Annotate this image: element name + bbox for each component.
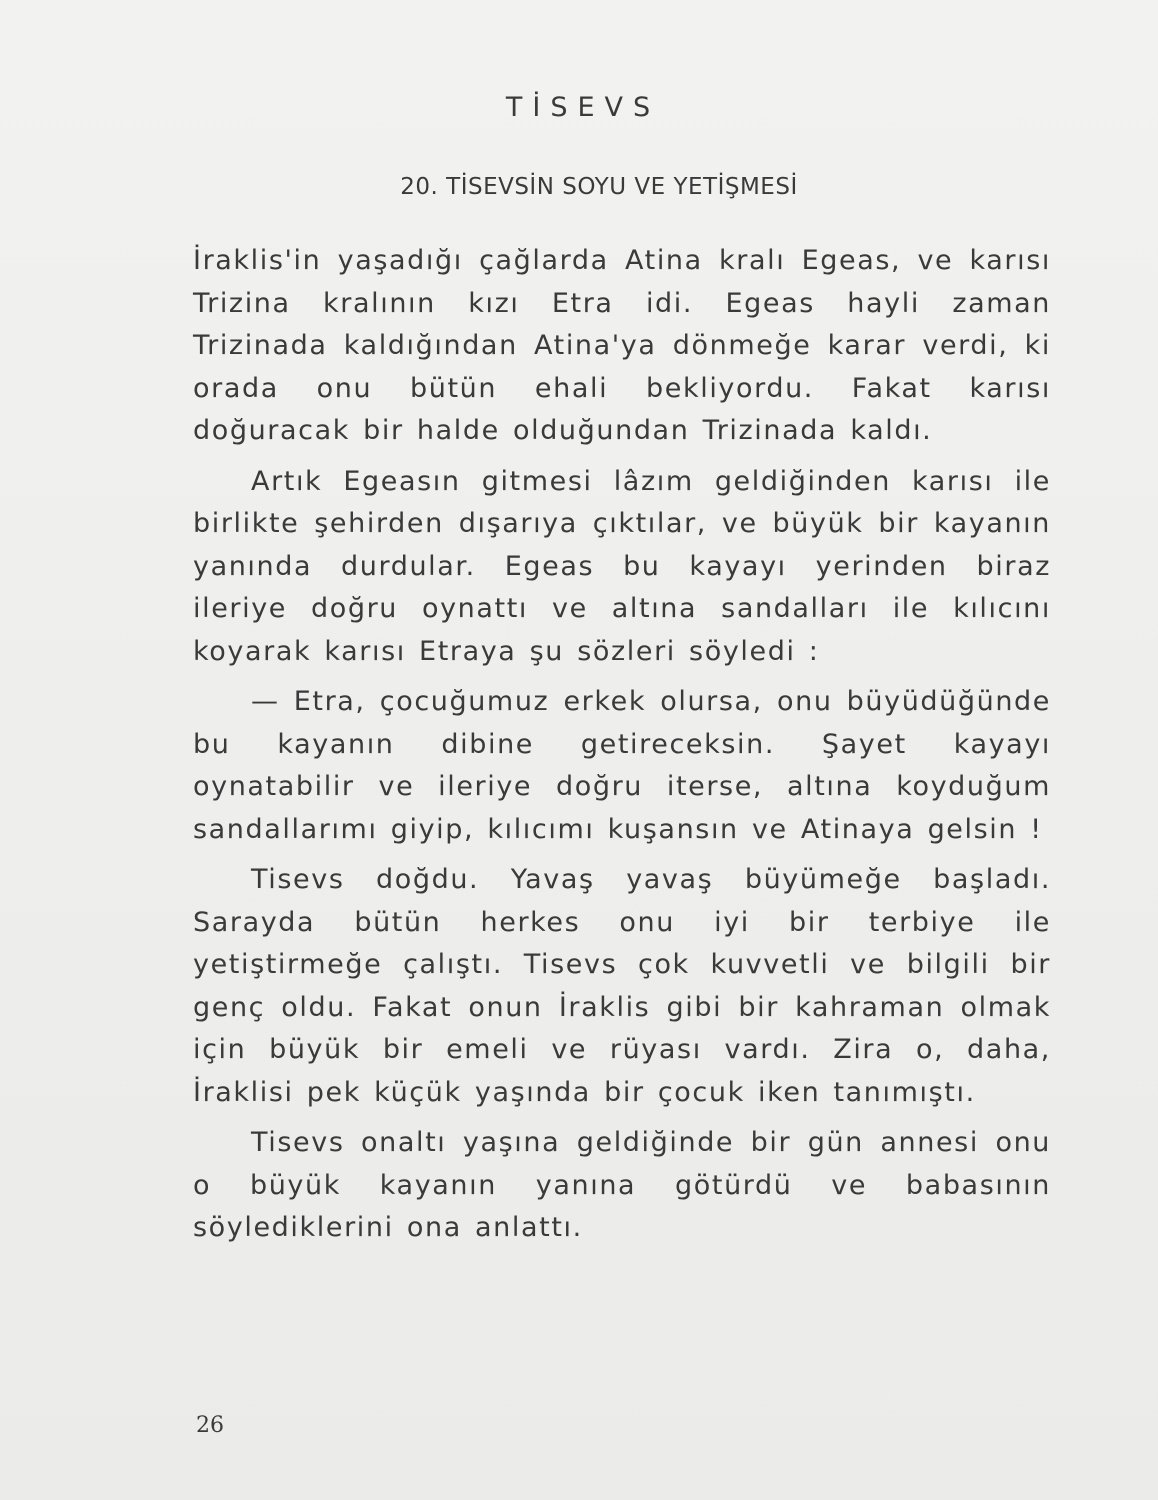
chapter-title: TİSEVS bbox=[505, 92, 661, 123]
page-number: 26 bbox=[196, 1413, 224, 1438]
paragraph-3: — Etra, çocuğumuz erkek olursa, onu büyüdüğünde bu kayanın dibine getireceksin. Şayet kayayı oynatabilir ve ileriye doğru iterse, altına koyduğum sandallarımı giyip, kılıcımı kuşansın ve Atinaya gelsin ! bbox=[193, 686, 1051, 845]
paragraph-2: Artık Egeasın gitmesi lâzım geldiğinden karısı ile birlikte şehirden dışarıya çıktılar, ve büyük bir kayanın yanında durdular. Egeas bu kayayı yerinden biraz ileriye doğru oynattı ve altına sandalları ile kılıcını koyarak karısı Etraya şu sözleri söyledi : bbox=[193, 465, 1051, 667]
body-text bbox=[193, 240, 1051, 1258]
paragraph-1: İraklis'in yaşadığı çağlarda Atina kralı Egeas, ve karısı Trizina kralının kızı Etra idi. Egeas hayli zaman Trizinada kaldığından Atina'ya dönmeğe karar verdi, ki orada onu bütün ehali bekliyordu. Fakat karısı doğuracak bir halde olduğundan Trizinada kaldı. bbox=[193, 245, 1051, 446]
paragraph-5: Tisevs onaltı yaşına geldiğinde bir gün annesi onu o büyük kayanın yanına götürdü ve babasının söylediklerini ona anlattı. bbox=[193, 1127, 1051, 1243]
section-title: 20. TİSEVSİN SOYU VE YETİŞMESİ bbox=[400, 174, 798, 200]
paragraph-4: Tisevs doğdu. Yavaş yavaş büyümeğe başladı. Sarayda bütün herkes onu iyi bir terbiye ile yetiştirmeğe çalıştı. Tisevs çok kuvvetli ve bilgili bir genç oldu. Fakat onun İraklis gibi bir kahraman olmak için büyük bir emeli ve rüyası vardı. Zira o, daha, İraklisi pek küçük yaşında bir çocuk iken tanımıştı. bbox=[193, 864, 1051, 1108]
